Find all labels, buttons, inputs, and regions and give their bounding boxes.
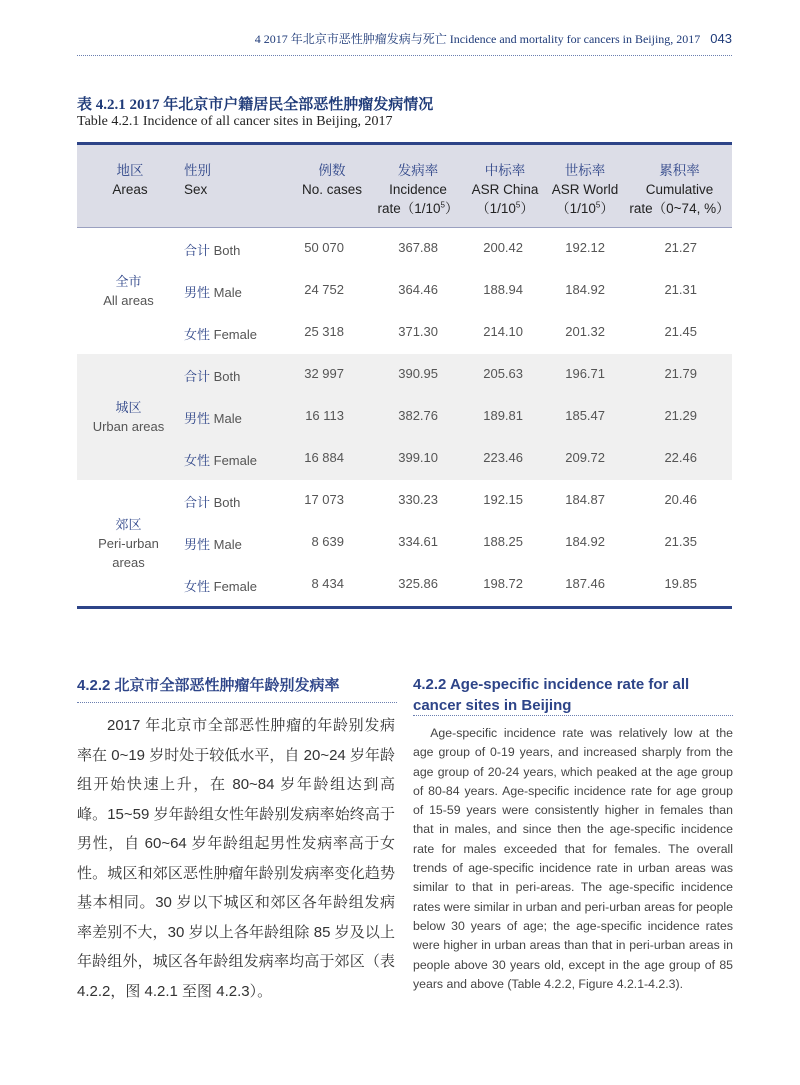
col-header-asr-china: 中标率 ASR China $(1/10^5)$ bbox=[471, 163, 539, 216]
table-row: 合计 Both 32 997 390.95 205.63 196.71 21.79 bbox=[184, 366, 697, 384]
table-row: 女性 Female 8 434 325.86 198.72 187.46 19.85 bbox=[184, 576, 697, 594]
col-header-asr-world: 世标率 ASR World $(1/10^5)$ bbox=[551, 163, 619, 216]
table-row: 女性 Female 25 318 371.30 214.10 201.32 21.45 bbox=[184, 324, 697, 342]
col-header-incidence: 发病率 Incidence $rate(1/10^5)$ bbox=[377, 163, 459, 216]
table-group-urban-areas bbox=[77, 354, 732, 480]
incidence-table bbox=[77, 142, 732, 609]
col-header-cases: 例数 No. cases bbox=[301, 163, 363, 197]
page-number: 043 bbox=[710, 31, 732, 46]
col-header-sex: 性别 Sex bbox=[184, 163, 211, 197]
table-header bbox=[77, 145, 732, 228]
col-header-cumulative: 累积率 Cumulative rate（0~74, %） bbox=[629, 163, 730, 216]
heading-rule-zh bbox=[77, 702, 397, 703]
body-paragraph-zh: 2017 年北京市全部恶性肿瘤的年龄别发病率在 0~19 岁时处于较低水平，自 20~24 岁年龄组开始快速上升，在 80~84 岁年龄组达到高峰。15~59 岁年龄组女性年龄别发病率始终高于男性，自 60~64 岁年龄组起男性发病率高于女性。城区和郊区恶性肿瘤年龄别发病率变化趋势基本相同。30 岁以下城区和郊区各年龄组发病率差别不大，30 岁以上各年龄组除 85 岁及以上年龄组外，城区各年龄组发病率均高于郊区（表 4.2.2，图 4.2.1 至图 4.2.3）。 bbox=[77, 717, 395, 1000]
running-title: 4 2017 年北京市恶性肿瘤发病与死亡 Incidence and mortality for cancers in Beijing, 2017 bbox=[254, 32, 701, 46]
table-row: 合计 Both 50 070 367.88 200.42 192.12 21.27 bbox=[184, 240, 697, 258]
col-header-areas: 地区 Areas bbox=[112, 163, 148, 197]
table-row: 男性 Male 24 752 364.46 188.94 184.92 21.31 bbox=[184, 282, 697, 300]
table-group-all-areas bbox=[77, 228, 732, 354]
area-label: 郊区 Peri-urban areas bbox=[98, 516, 159, 570]
heading-rule-en bbox=[413, 715, 733, 716]
table-caption-en: Table 4.2.1 Incidence of all cancer sites in Beijing, 2017 bbox=[77, 114, 393, 129]
table-caption-zh: 表 4.2.1 2017 年北京市户籍居民全部恶性肿瘤发病情况 bbox=[77, 97, 434, 113]
running-header bbox=[255, 30, 732, 47]
table-row: 女性 Female 16 884 399.10 223.46 209.72 22.46 bbox=[184, 450, 697, 468]
section-heading-zh: 4.2.2 北京市全部恶性肿瘤年龄别发病率 bbox=[77, 677, 340, 694]
header-rule bbox=[77, 55, 732, 56]
table-row: 合计 Both 17 073 330.23 192.15 184.87 20.46 bbox=[184, 492, 697, 510]
body-paragraph-en: Age-specific incidence rate was relatively low at the age group of 0-19 years, and increased sharply from the age group of 20-24 years, which peaked at the age group of 80-84 years. Age-specific incidence rate for age group of 15-59 years were consistently higher in females than that in males, and since then the age-specific incidence rate for males exceeded that for females. The overall trends of age-specific incidence rate in urban areas was similar to that in peri-areas. The age-specific incidence rates were similar in urban and peri-urban areas for people below 30 years of age; the age-specific incidence rates were higher in urban areas than that in peri-urban areas in people above 30 years old, except in the age group of 85 years and above (Table 4.2.2, Figure 4.2.1-4.2.3). bbox=[413, 726, 733, 991]
table-group-peri-urban-areas bbox=[77, 480, 732, 606]
table-row: 男性 Male 8 639 334.61 188.25 184.92 21.35 bbox=[184, 534, 697, 552]
area-label: 城区 Urban areas bbox=[92, 400, 165, 434]
section-heading-en: 4.2.2 Age-specific incidence rate for all cancer sites in Beijing bbox=[413, 676, 690, 714]
table-row: 男性 Male 16 113 382.76 189.81 185.47 21.29 bbox=[184, 408, 697, 426]
area-label: 全市 All areas bbox=[103, 274, 154, 308]
